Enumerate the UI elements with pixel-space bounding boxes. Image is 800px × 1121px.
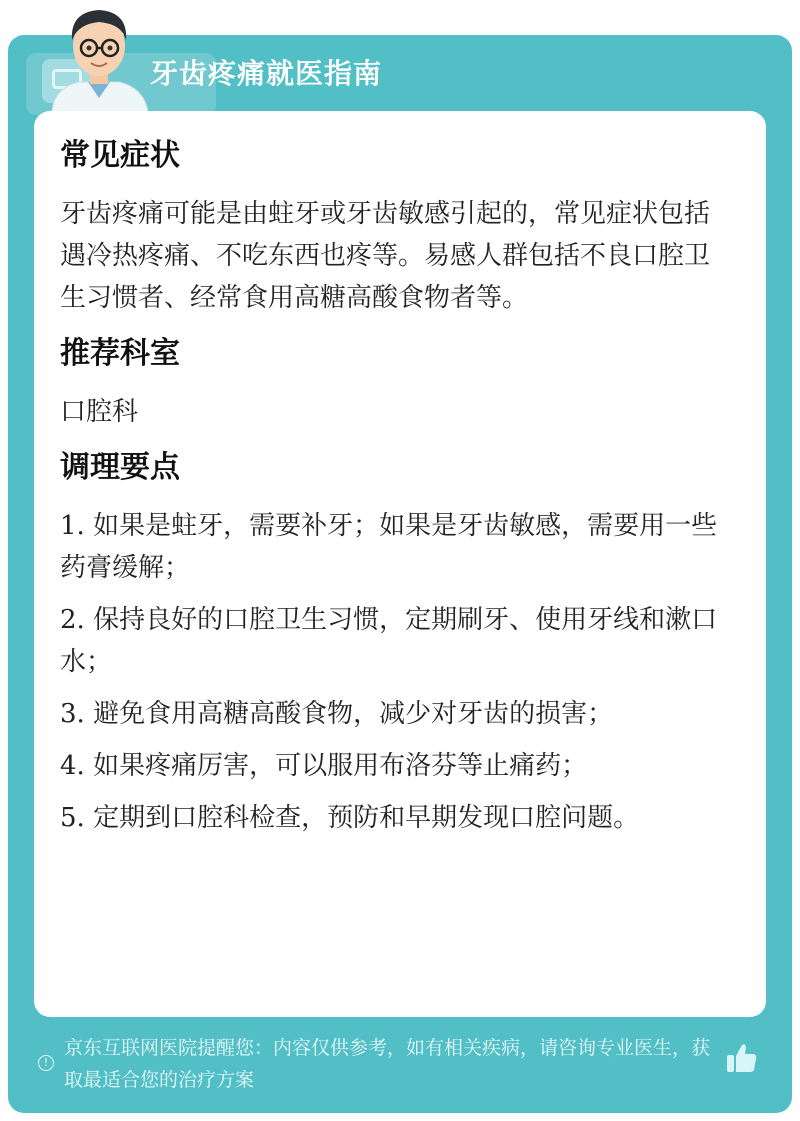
care-list — [60, 505, 732, 839]
department-text: 口腔科 — [60, 397, 139, 427]
thumbs-up-icon[interactable] — [724, 1040, 760, 1076]
list-item-number: 5. — [60, 803, 85, 833]
section-heading-care: 调理要点 — [60, 450, 180, 485]
list-item-text: 保持良好的口腔卫生习惯，定期刷牙、使用牙线和漱口水； — [60, 605, 718, 677]
list-item — [60, 797, 732, 839]
list-item-number: 3. — [60, 699, 85, 729]
list-item — [60, 505, 732, 589]
list-item — [60, 745, 732, 787]
list-item-text: 定期到口腔科检查，预防和早期发现口腔问题。 — [93, 803, 640, 833]
section-heading-department: 推荐科室 — [60, 336, 180, 371]
list-item-text: 如果疼痛厉害，可以服用布洛芬等止痛药； — [93, 751, 588, 781]
list-item — [60, 599, 732, 683]
doctor-avatar — [44, 0, 154, 112]
list-item-text: 避免食用高糖高酸食物，减少对牙齿的损害； — [93, 699, 614, 729]
list-item-number: 4. — [60, 751, 85, 781]
page-title: 牙齿疼痛就医指南 — [150, 57, 383, 90]
list-item — [60, 693, 732, 735]
info-icon: ! — [38, 1055, 54, 1071]
section-heading-symptoms: 常见症状 — [60, 138, 180, 173]
content-card — [34, 111, 766, 1017]
list-item-number: 1. — [60, 511, 85, 541]
symptoms-text: 牙齿疼痛可能是由蛀牙或牙齿敏感引起的，常见症状包括遇冷热疼痛、不吃东西也疼等。易感人群包括不良口腔卫生习惯者、经常食用高糖高酸食物者等。 — [60, 199, 711, 313]
list-item-number: 2. — [60, 605, 85, 635]
disclaimer-text: 京东互联网医院提醒您：内容仅供参考，如有相关疾病，请咨询专业医生，获取最适合您的治疗方案 — [64, 1037, 711, 1091]
list-item-text: 如果是蛀牙，需要补牙；如果是牙齿敏感，需要用一些药膏缓解； — [60, 511, 718, 583]
